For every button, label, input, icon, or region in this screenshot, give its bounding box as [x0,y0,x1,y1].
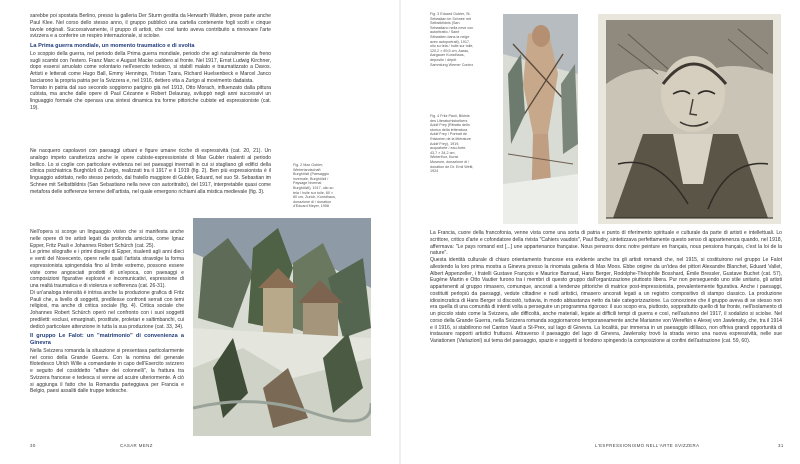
right-column-text [430,230,782,345]
left-middle-text [30,148,271,195]
painting-saint-sebastian [503,14,578,224]
left-top-text [30,13,271,112]
running-author: CASAR MENZ [120,443,153,448]
paragraph: Di un'analoga intensità è intrisa anche la produzione grafica di Fritz Pauli che, a livello di soggetti, predilesse confronti serrati con temi religiosi, ma anche di critica sociale (fig. 4). Critica sociale che Johannes Robert Schürch operò nel confronto con i suoi soggetti prediletti: esclusi, emarginati, prostitute, proletari e saltimbanchi, cui dedicò particolare attenzione in tutta la sua produzione (cat. 33, 34). [30,289,184,330]
paragraph: Le prime xilografie e i primi disegni di Epper, risalenti agli anni dieci e venti del Novecento, opere nelle quali l'artista stravolge la forma espressionista spingendola fino al limite estremo, possono essere viste come angosciati prodotti di un'epoca, con paesaggi e composizioni figurative esplosivi e incomunicativi, espressione di una realtà traumatica e di violenza e sofferenza (cat. 26-31). [30,249,184,289]
intro-paragraph: sarebbe poi spostata Berlino, presso la galleria Der Sturm gestita da Herwarth Walden, prese parte anche Paul Klee. Nel corso dello stesso anno, il gruppo pubblicò una cartella contenente fogli scolti e cinque tavole originali. Successivamente, il gruppo di artisti, che così tanto aveva contribuito a rinnovare l'arte svizzera e a conferire un respiro internazionale, si sciolse. [30,13,271,40]
figure-caption: Fig. 2 Max Gubler, Winterlandschaft Burghölzli (Paesaggio invernale, Burghölzli / Paysage hivernal Burghölzli), 1917, olio su tela / huile sur toile, 80 × 80 cm, Zurich, Kunsthaus, donazione di / donation d'Eduard Meyer, 1958 [293,163,336,209]
page-number-right: 31 [778,443,784,448]
section-heading-war: La Prima guerra mondiale, un momento traumatico e di svolta [30,43,195,49]
page-number-left: 30 [30,443,36,448]
etching-portrait-adolf-frey [598,14,781,224]
section-heading-le-falot: Il gruppo Le Falot: un "matrimonio" di convenienza a Ginevra [30,333,184,347]
paragraph: Nella Svizzera romanda la situazione si presentava particolarmente nel corso della Grande Guerra. Con la nomina del generale filotedesco Ulrich Wille a comandante in capo dell'Esercito svizzero e seguito del cosiddetto "affare dei colonnelli", la frattura tra Svizzera francese e tedesca si venne ad acuire ulteriormente. A ciò si aggiunga il fatto che la Romandia parteggiava per Francia e Belgio, paesi assaliti dalle truppe tedesche. [30,347,184,395]
paragraph: Ne nacquero capolavori con paesaggi urbani e figure umane ricche di espressività (cat. 20, 21). Un analogo impeto caratterizza anche le opere cubiste-espressioniste di Max Gubler risalenti al periodo bellico. Lo si coglie con particolare evidenza nei sei paesaggi invernali in cui si stagliano gli edifici della clinica psichiatrica Burghölzli di Zurigo, realizzati tra il 1917 e il 1919 (fig. 2). Ben più espressionista è il linguaggio adottato, nello stesso periodo, dal fratello maggiore di Gubler, Eduard, nel suo St. Sebastian im Schnee mit Selbstbildnis (San Sebastiano nella neve con autoritratto), del 1917, interpretabile quasi come metafora delle sofferenze terrene dell'artista, nel quale emergono richiami alla mistica medievale (fig. 3). [30,148,271,195]
figure-caption: Fig. 3 Eduard Gubler, St. Sebastian im Schnee mit Selbstbildnis (San Sebastiano nella neve con autoritratto / Saint Sébastien dans la neige avec autoportrait), 1917, olio su tela / huile sur toile, 120,2 × 89,5 cm, Aarau, Aargauer Kunsthaus, deposito / dépôt Sammlung Werner Coninx [430,12,474,67]
figure-caption: Fig. 4 Fritz Pauli, Bildnis des Literaturhistorikers Adolf Frey (Ritratto dello storico della letteratura Adolf Frey / Portrait de l'historien de la littérature Adolf Frey), 1919, acquaforte / eau-forte, 43,7 × 34,2 cm, Winterthur, Kunst Museum, donazione di / donation de Dr. Emil Welti, 1924 [430,114,474,174]
running-title: L'ESPRESSIONISMO NELL'ARTE SVIZZERA [595,443,700,448]
paragraph: Lo scoppio della guerra, nel periodo della Prima guerra mondiale, periodo che agì naturalmente da freno sugli scambi con l'estero. Franz Marc e August Macke caddero al fronte. Nel 1917, Ernst Ludwig Kirchner, dopo essersi arruolato come volontario nell'esercito tedesco, si stabilì malato e traumatizzato a Davos. Artisti e letterati come Hugo Ball, Emmy Hennings, Tristan Tzara, Richard Huelsenbeck e Marcel Janco lasciarono la propria patria per la Svizzera e, nel 1916, dettero vita a Zurigo al movimento dadaista. [30,50,271,84]
paragraph: Questa identità culturale di chiaro orientamento francese era evidente anche tra gli artisti romandi che, nel 1915, si costituirono nel gruppo Le Falot allestendo la loro prima mostra a Ginevra presso la rinomata galleria di Max Moos. Ebbe origine da un'idea dei pittori Alexandre Blanchet, Eduard Vallet, Albert Appenzeller, i fratelli Gustave François e Maurice Barraud, Hans Berger, Rodolphe-Théophile Bosshard, Émile Bressler, Gustave Buchet (cat. 57), Eugène Martin e Otto Vautier furono tra i membri di questo gruppo dall'organizzazione piuttosto libera. Pur non perseguendo uno stile unitario, gli artisti appartenenti al gruppo rimasero, comunque, ancorati a tendenze pittoriche di matrice post-impressionista, prevalentemente figurativa. Anche i paesaggi, costituiti perlopiù da paesaggi, vedute cittadine e nudi artistici, rimasero ancorati legati a un registro compositivo di stampo classico. La produzione idiosincratica di Hans Berger si discostò, tuttavia, in modo abbastanza netto da tale categorizzazione. La concezione che il gruppo aveva di se stesso non era quella di una comunità di intenti volta a perseguire un programma rigoroso: il suo scopo era, piuttosto, sopprattutto quello di far fronte, nell'isolamento di un piccolo stato come la Svizzera, alle difficoltà, anche materiali, legate ai difficili tempi di guerra e così, nell'autunno del 1917, il sodalizio si sciolse. Nel corso della Grande Guerra, nella Svizzera romanda soggiornarono temporaneamente anche Marianne von Werefkin e Alexej von Jawlensky, che, tra il 1914 e il 1916, si stabilirono nel Canton Vaud a St-Prex, sul lago di Ginevra. La località, pur immersa in un paesaggio idilliaco, non offriva grandi opportunità di instaurare rapporti artistici fruttuosi. Attraverso il paesaggio del lago di Ginevra, Jawlensky trovò la strada verso una nuova espressività, nelle sue Variationen (Variazioni) sul tema del paesaggio, spazio e soggetti si fondono spingendo la composizione ai confini dell'astrazione (cat. 59, 60). [430,257,782,344]
left-column-text [30,229,184,395]
page-gutter [399,0,401,464]
painting-winter-landscape [193,218,371,436]
paragraph: La Francia, cuore della francofonia, venne vista come una sorta di patria e punto di riferimento spirituale e culturale da parte di artisti e intellettuali. Lo scrittore, critico d'arte e cofondatore della rivista "Cahiers vaudois", Paul Budry, sintetizzava perfettamente questo senso di appartenenza quando, nel 1918, affermava: "Le pays romand est [...] une appartenance française. Nous pensons donc notre peinture en français, nous pensions français, c'est la loi de la nature". [430,230,782,257]
paragraph: Nell'opera si scorge un linguaggio visivo che si manifesta anche nelle opere di tre artisti legati da profonda amicizia, come Ignaz Epper, Fritz Pauli e Johannes Robert Schürch (cat. 25). [30,229,184,249]
paragraph: Tornato in patria dal suo secondo soggiorno parigino già nel 1913, Otto Morach, influenzato dalla pittura cubista, ma anche dalle opere di Paul Cézanne e Robert Delaunay, sviluppò negli anni successivi un linguaggio formale che operava una sintesi dinamica tra forme pittoriche cubiste ed espressioniste (cat. 19). [30,84,271,111]
